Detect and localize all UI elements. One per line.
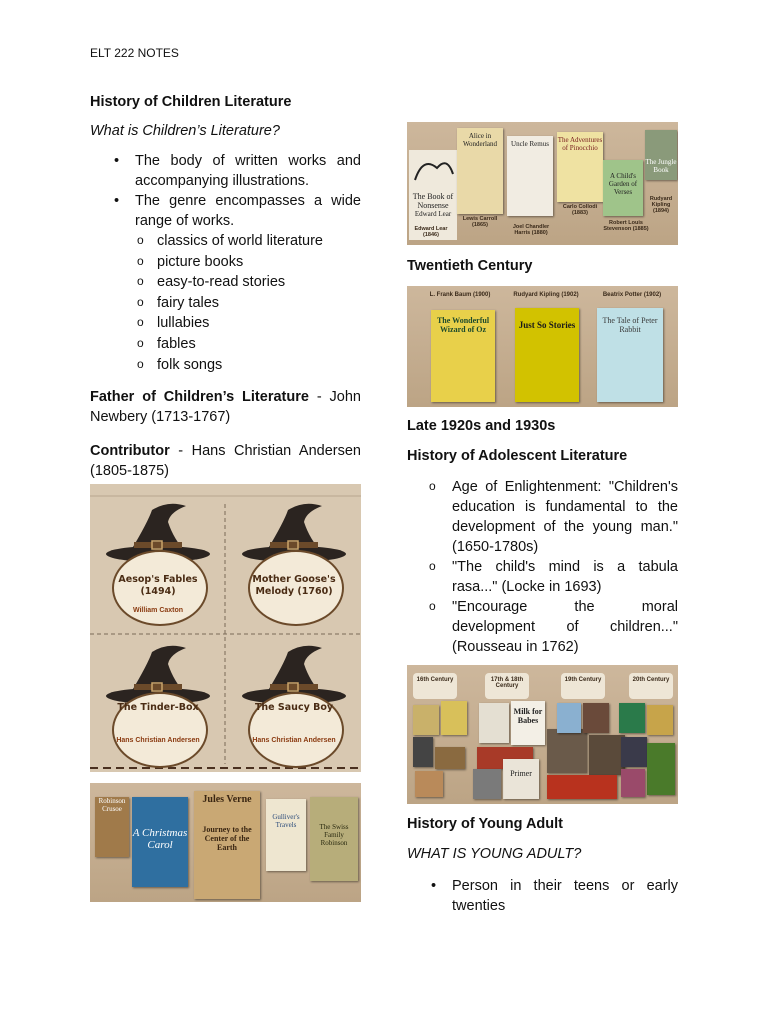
book-title: The Book of Nonsense <box>412 192 454 210</box>
list-item: o fairy tales <box>90 293 361 314</box>
eras-timeline-image <box>407 665 678 804</box>
hat-subtitle: Hans Christian Andersen <box>116 737 200 744</box>
book-cover: The Jungle Book <box>645 130 677 180</box>
young-adult-list <box>407 876 678 916</box>
book-caption: Carlo Collodi (1883) <box>562 204 598 216</box>
hat-title: The Tinder-Box <box>117 702 199 713</box>
book-cover: Primer <box>503 759 539 799</box>
thumb <box>583 703 609 733</box>
list-item: o fables <box>90 334 361 355</box>
young-adult-section <box>407 876 678 916</box>
list-item: o folk songs <box>90 355 361 376</box>
book-author: Edward Lear <box>414 210 452 218</box>
book-caption: Rudyard Kipling (1902) <box>513 292 579 298</box>
era-label: 19th Century <box>561 673 605 699</box>
book-caption: Lewis Carroll (1865) <box>462 216 498 228</box>
heading-late-1920s: Late 1920s and 1930s <box>407 418 556 434</box>
book-caption: Robert Louis Stevenson (1885) <box>603 220 649 232</box>
list-item: o "Encourage the moral development of children..." (Rousseau in 1762) <box>407 597 678 657</box>
book-caption: Joel Chandler Harris (1880) <box>512 224 550 236</box>
document-header: ELT 222 NOTES <box>90 46 179 60</box>
thumb <box>621 737 647 767</box>
book-cover: Gulliver's Travels <box>266 799 306 871</box>
book-cover: A Child's Garden of Verses <box>603 160 643 216</box>
section-title: History of Children Literature <box>90 94 292 110</box>
list-item: • The body of written works and accompanying illustrations. <box>90 151 361 191</box>
hat-subtitle: Hans Christian Andersen <box>252 737 336 744</box>
twentieth-century-image <box>407 286 678 407</box>
adolescent-section <box>407 477 678 657</box>
list-item: • Person in their teens or early twenties <box>407 876 678 916</box>
book-caption: Beatrix Potter (1902) <box>602 292 662 298</box>
heading-adolescent: History of Adolescent Literature <box>407 448 628 464</box>
hat-card <box>90 492 225 636</box>
book-cover: Alice in Wonderland <box>457 128 503 214</box>
classics-books-image <box>90 783 361 902</box>
book-cover: The Adventures of Pinocchio <box>557 132 603 202</box>
adolescent-list <box>407 477 678 657</box>
book-cover: Milk for Babes <box>511 701 545 745</box>
contributor-text: - Hans Christian Andersen (1805-1875) <box>90 443 361 480</box>
contributor-label: Contributor <box>90 443 170 460</box>
contributor-paragraph <box>90 441 361 481</box>
list-item: o picture books <box>90 252 361 273</box>
father-label: Father of Children’s Literature <box>90 389 309 406</box>
era-label: 17th & 18th Century <box>485 673 529 699</box>
genre-list <box>90 231 361 375</box>
hat-card <box>226 492 361 636</box>
thumb <box>547 775 617 799</box>
list-item: o easy-to-read stories <box>90 272 361 293</box>
book-cover <box>194 791 260 899</box>
hat-card <box>90 634 225 772</box>
thumb <box>415 771 443 797</box>
book-title: Journey to the Center of the Earth <box>202 825 252 852</box>
thumb <box>621 769 645 797</box>
father-text: - John Newbery (1713-1767) <box>90 389 361 426</box>
thumb <box>589 735 625 775</box>
hat-title: The Saucy Boy <box>254 702 334 713</box>
book-cover: The Wonderful Wizard of Oz <box>431 310 495 402</box>
hat-card <box>226 634 361 772</box>
thumb <box>647 705 673 735</box>
list-item: • The genre encompasses a wide range of works. <box>90 191 361 231</box>
list-item: o lullabies <box>90 313 361 334</box>
thumb <box>557 703 581 733</box>
book-cover: Uncle Remus <box>507 136 553 216</box>
era-label: 20th Century <box>629 673 673 699</box>
thumb <box>547 729 587 773</box>
book-cover: A Christmas Carol <box>132 797 188 887</box>
book-caption: L. Frank Baum (1900) <box>429 292 491 298</box>
list-item: o Age of Enlightenment: "Children's education is fundamental to the development of the young man." (1650-1780s) <box>407 477 678 557</box>
definition-list <box>90 151 361 231</box>
left-column <box>90 92 361 481</box>
list-item: o "The child's mind is a tabula rasa..." (Locke in 1693) <box>407 557 678 597</box>
section-question: What is Children’s Literature? <box>90 123 280 139</box>
hat-title: Mother Goose's Melody (1760) <box>252 574 336 597</box>
heading-young-adult: History of Young Adult <box>407 816 563 832</box>
sketch-icon <box>409 150 457 190</box>
book-cover: Robinson Crusoe <box>95 797 129 857</box>
thumb <box>479 703 509 743</box>
thumb <box>473 769 501 799</box>
thumb <box>413 737 433 767</box>
hat-title: Aesop's Fables (1494) <box>118 574 198 597</box>
thumb <box>435 747 465 769</box>
thumb <box>619 703 645 733</box>
book-caption: Edward Lear (1846) <box>414 226 448 238</box>
book-cover: The Swiss Family Robinson <box>310 797 358 881</box>
young-adult-question: WHAT IS YOUNG ADULT? <box>407 846 582 862</box>
list-item: o classics of world literature <box>90 231 361 252</box>
nineteenth-century-image <box>407 122 678 245</box>
hat-subtitle: William Caxton <box>132 607 184 614</box>
thumb <box>413 705 439 735</box>
heading-twentieth: Twentieth Century <box>407 258 533 274</box>
book-cover: Just So Stories <box>515 308 579 402</box>
book-cover: The Tale of Peter Rabbit <box>597 308 663 402</box>
father-paragraph <box>90 387 361 427</box>
era-label: 16th Century <box>413 673 457 699</box>
thumb <box>647 743 675 795</box>
fables-hat-image <box>90 484 361 772</box>
thumb <box>441 701 467 735</box>
book-caption: Rudyard Kipling (1894) <box>649 196 673 214</box>
book-author: Jules Verne <box>202 794 252 805</box>
